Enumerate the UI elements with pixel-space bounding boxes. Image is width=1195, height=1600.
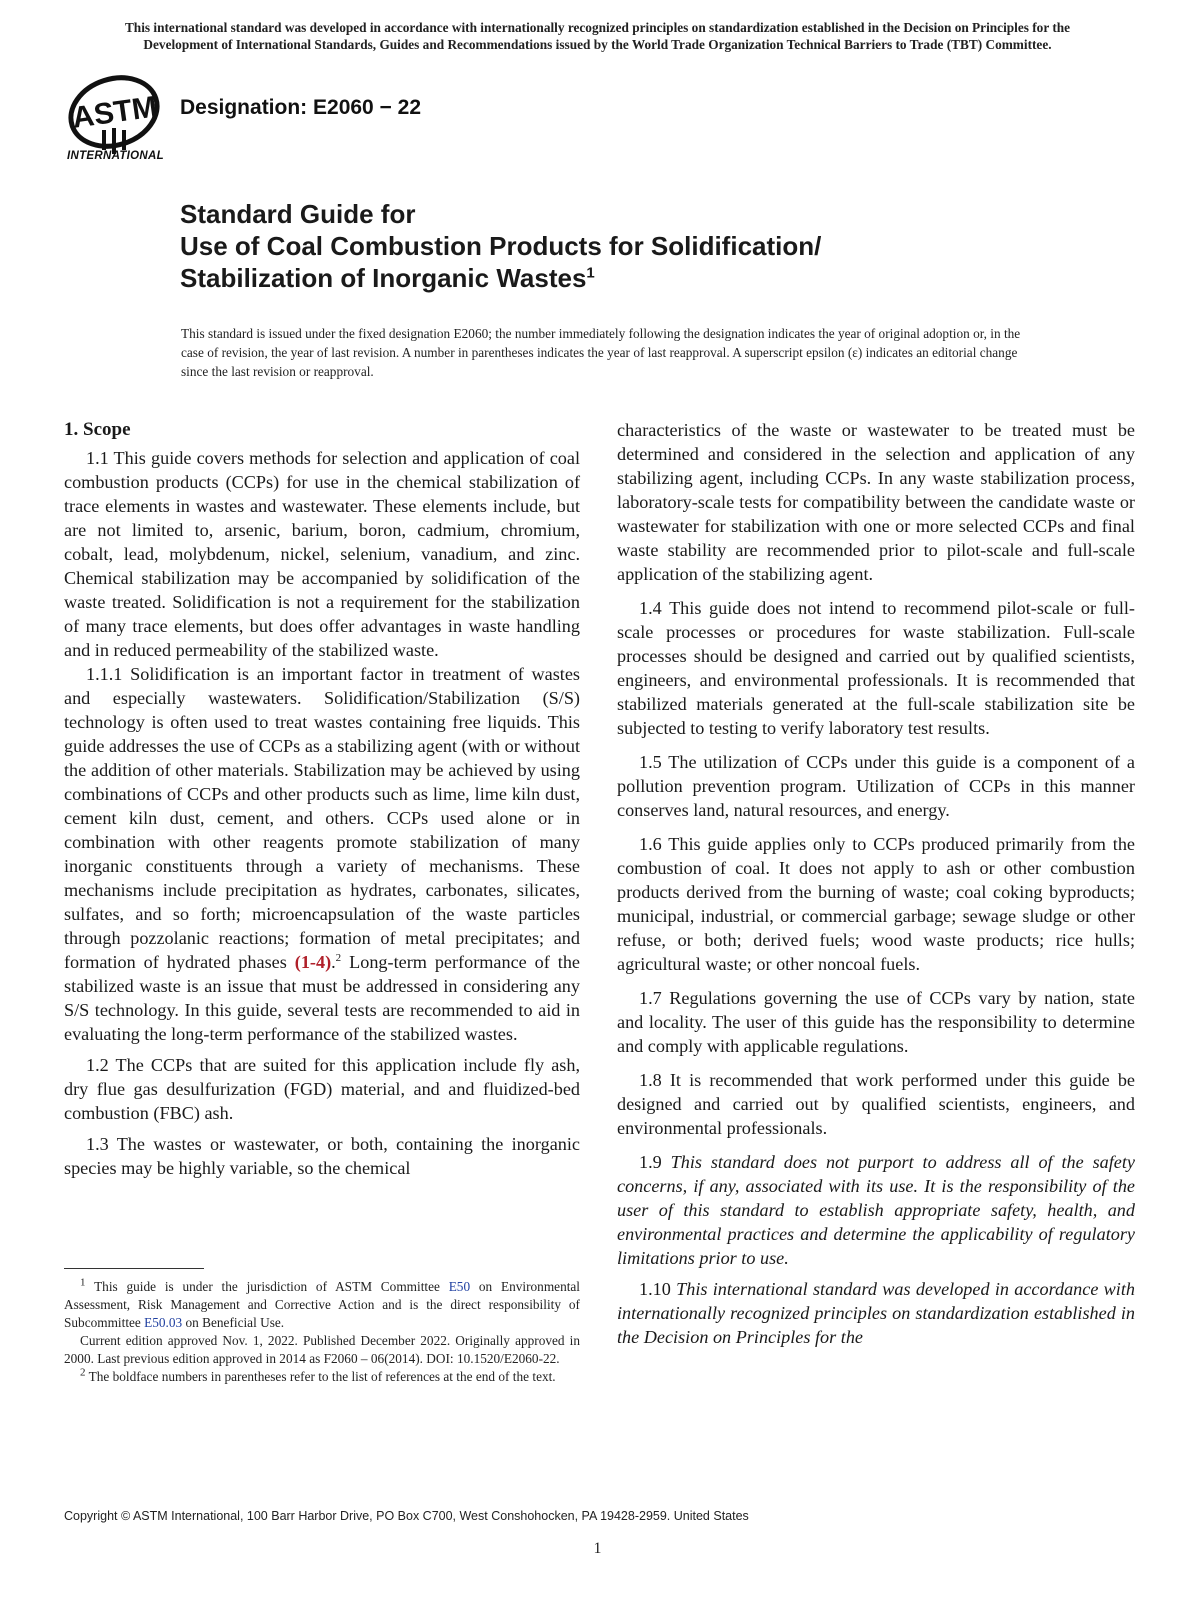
paragraph-1-3-continued: characteristics of the waste or wastewater to be treated must be determined and considered in the selection and application of any stabilizing agent, including CCPs. In any waste stabilization process, laboratory-scale tests for compatibility between the candidate waste or wastewater for stabilization with one or more selected CCPs and final waste stability are recommended prior to pilot-scale and full-scale application of the stabilizing agent. bbox=[617, 420, 1135, 584]
paragraph-1-10 bbox=[617, 1277, 1135, 1349]
wto-notice bbox=[60, 19, 1135, 53]
footnote-edition: Current edition approved Nov. 1, 2022. Published December 2022. Originally approved in 2000. Last previous edition approved in 2014 as F2060 – 06(2014). DOI: 10.1520/E2060-22. bbox=[64, 1333, 580, 1366]
paragraph-1-3: 1.3 The wastes or wastewater, or both, containing the inorganic species may be highly variable, so the chemical bbox=[64, 1134, 580, 1178]
title-line2: Use of Coal Combustion Products for Solidification/ bbox=[180, 231, 822, 261]
title-line3-text: Stabilization of Inorganic Wastes bbox=[180, 263, 587, 293]
issuance-note: This standard is issued under the fixed designation E2060; the number immediately following the designation indicates the year of original adoption or, in the case of revision, the year of last revision. A number in parentheses indicates the year of last reapproval. A superscript epsilon (ε) indicates an editorial change since the last revision or reapproval. bbox=[181, 326, 1021, 379]
title-line1: Standard Guide for bbox=[180, 199, 416, 229]
reference-link[interactable]: (1-4) bbox=[294, 952, 332, 972]
right-column bbox=[617, 418, 1135, 1349]
paragraph-1-5: 1.5 The utilization of CCPs under this guide is a component of a pollution prevention program. Utilization of CCPs in this manner conserves land, natural resources, and energy. bbox=[617, 752, 1135, 820]
designation: Designation: E2060 − 22 bbox=[180, 96, 422, 119]
footnote-1-text-b: on Environmental Assessment, Risk Management and Corrective Action and is the direct responsibility of Subcommittee bbox=[64, 1279, 581, 1330]
footnote-2-text: The boldface numbers in parentheses refer to the list of references at the end of the text. bbox=[88, 1369, 556, 1384]
logo-subtitle: INTERNATIONAL bbox=[67, 150, 164, 162]
paragraph-1-6: 1.6 This guide applies only to CCPs produced primarily from the combustion of coal. It does not apply to ash or other combustion products derived from the burning of waste; coal coking byproducts; municipal, industrial, or commercial garbage; sewage sludge or other refuse, or both; derived fuels; wood waste products; rice hulls; agricultural waste; or other noncoal fuels. bbox=[617, 834, 1135, 974]
footnote-1-text-a: This guide is under the jurisdiction of ASTM Committee bbox=[94, 1279, 449, 1294]
footnote-mark-2: 2 bbox=[335, 951, 342, 964]
paragraph-1-10-text: This international standard was developed in accordance with internationally recognized principles on standardization established in the Decision on Principles for the bbox=[617, 1279, 1136, 1347]
footnote-1 bbox=[64, 1278, 580, 1332]
paragraph-1-8: 1.8 It is recommended that work performed under this guide be designed and carried out by qualified scientists, engineers, and environmental professionals. bbox=[617, 1070, 1135, 1138]
paragraph-1-9 bbox=[617, 1150, 1135, 1270]
paragraph-1-7: 1.7 Regulations governing the use of CCPs vary by nation, state and locality. The user of this guide has the responsibility to determine and comply with applicable regulations. bbox=[617, 988, 1135, 1056]
paragraph-1-1-1: 1.1.1 Solidification is an important factor in treatment of wastes and especially wastewaters. Solidification/Stabilization (S/S) technology is often used to treat wastes containing free liquids. This guide addresses the use of CCPs as a stabilizing agent (with or without the addition of other materials. Stabilization may be achieved by using combinations of CCPs and other products such as lime, lime kiln dust, cement kiln dust, cement, and others. CCPs used alone or in combination with other reagents promote stabilization of many inorganic constituents through a variety of mechanisms. These mechanisms include precipitation as hydrates, carbonates, silicates, sulfates, and so forth; microencapsulation of the waste particles through pozzolanic reactions; formation of metal precipitates; and formation of hydrated phases (1-4).$^2$ Long-term performance of the stabilized waste is an issue that must be addressed in considering any S/S technology. In this guide, several tests are recommended to aid in evaluating the long-term performance of the stabilized wastes. bbox=[64, 664, 580, 1044]
paragraph-1-1: 1.1 This guide covers methods for selection and application of coal combustion products (CCPs) for use in the chemical stabilization of trace elements in wastes and wastewater. These elements include, but are not limited to, arsenic, barium, boron, cadmium, chromium, cobalt, lead, molybdenum, nickel, selenium, vanadium, and zinc. Chemical stabilization may be accompanied by solidification of the waste treated. Solidification is not a requirement for the stabilization of many trace elements, but does offer advantages in waste handling and in reduced permeability of the stabilized waste. bbox=[64, 448, 580, 660]
section-heading-scope: 1. Scope bbox=[64, 419, 131, 440]
paragraph-1-9-number: 1.9 bbox=[639, 1152, 671, 1172]
paragraph-1-10-number: 1.10 bbox=[639, 1279, 677, 1299]
footnote-2 bbox=[64, 1368, 580, 1386]
title-line3 bbox=[180, 262, 821, 294]
paragraph-1-1-1-text-b: Long-term performance of the stabilized waste is an issue that must be addressed in considering any S/S technology. In this guide, several tests are recommended to aid in evaluating the long-term performance of the stabilized wastes. bbox=[64, 952, 580, 1044]
footnotes bbox=[64, 1278, 580, 1386]
paragraph-1-1-1-text-a: 1.1.1 Solidification is an important factor in treatment of wastes and especially wastewaters. Solidification/Stabilization (S/S) technology is often used to treat wastes containing free liquids. This guide addresses the use of CCPs as a stabilizing agent (with or without the addition of other materials. Stabilization may be achieved by using combinations of CCPs and other products such as lime, lime kiln dust, cement kiln dust, cement, and others. CCPs used alone or in combination with other reagents promote stabilization of many inorganic constituents through a variety of mechanisms. These mechanisms include precipitation as hydrates, carbonates, silicates, sulfates, and so forth; microencapsulation of the waste particles through pozzolanic reactions; formation of metal precipitates; and formation of hydrated phases bbox=[64, 664, 580, 972]
paragraph-1-4: 1.4 This guide does not intend to recommend pilot-scale or full-scale processes or procedures for waste stabilization. Full-scale processes should be designed and carried out by qualified scientists, engineers, and environmental professionals. It is recommended that stabilized materials generated at the full-scale stabilization site be subjected to testing to verify laboratory test results. bbox=[617, 598, 1135, 738]
left-column bbox=[64, 418, 580, 1180]
paragraph-1-2: 1.2 The CCPs that are suited for this application include fly ash, dry flue gas desulfurization (FGD) material, and and fluidized-bed combustion (FBC) ash. bbox=[64, 1055, 580, 1123]
footnote-1-text-c: on Beneficial Use. bbox=[182, 1315, 285, 1330]
document-title bbox=[180, 198, 821, 294]
footnote-2-mark: 2 bbox=[80, 1366, 86, 1379]
footnote-1-mark: 1 bbox=[80, 1276, 86, 1289]
paragraph-1-9-text: This standard does not purport to address all of the safety concerns, if any, associated with its use. It is the responsibility of the user of this standard to establish appropriate safety, health, and environmental practices and determine the applicability of regulatory limitations prior to use. bbox=[617, 1152, 1135, 1268]
footnote-divider bbox=[64, 1268, 204, 1269]
wto-notice-line1: This international standard was developed in accordance with internationally recognized principles on standardization established in the Decision on Principles for the bbox=[124, 20, 1071, 35]
page-number: 1 bbox=[593, 1540, 602, 1557]
wto-notice-line2: Development of International Standards, Guides and Recommendations issued by the World Trade Organization Technical Barriers to Trade (TBT) Committee. bbox=[143, 37, 1052, 52]
committee-e50-link[interactable]: E50 bbox=[448, 1279, 471, 1294]
title-footnote-mark: 1 bbox=[586, 264, 595, 282]
astm-logo-text: ASTM bbox=[70, 90, 160, 135]
subcommittee-e50-03-link[interactable]: E50.03 bbox=[144, 1315, 183, 1330]
copyright-line: Copyright © ASTM International, 100 Barr Harbor Drive, PO Box C700, West Conshohocken, PA 19428-2959. United States bbox=[64, 1509, 749, 1523]
